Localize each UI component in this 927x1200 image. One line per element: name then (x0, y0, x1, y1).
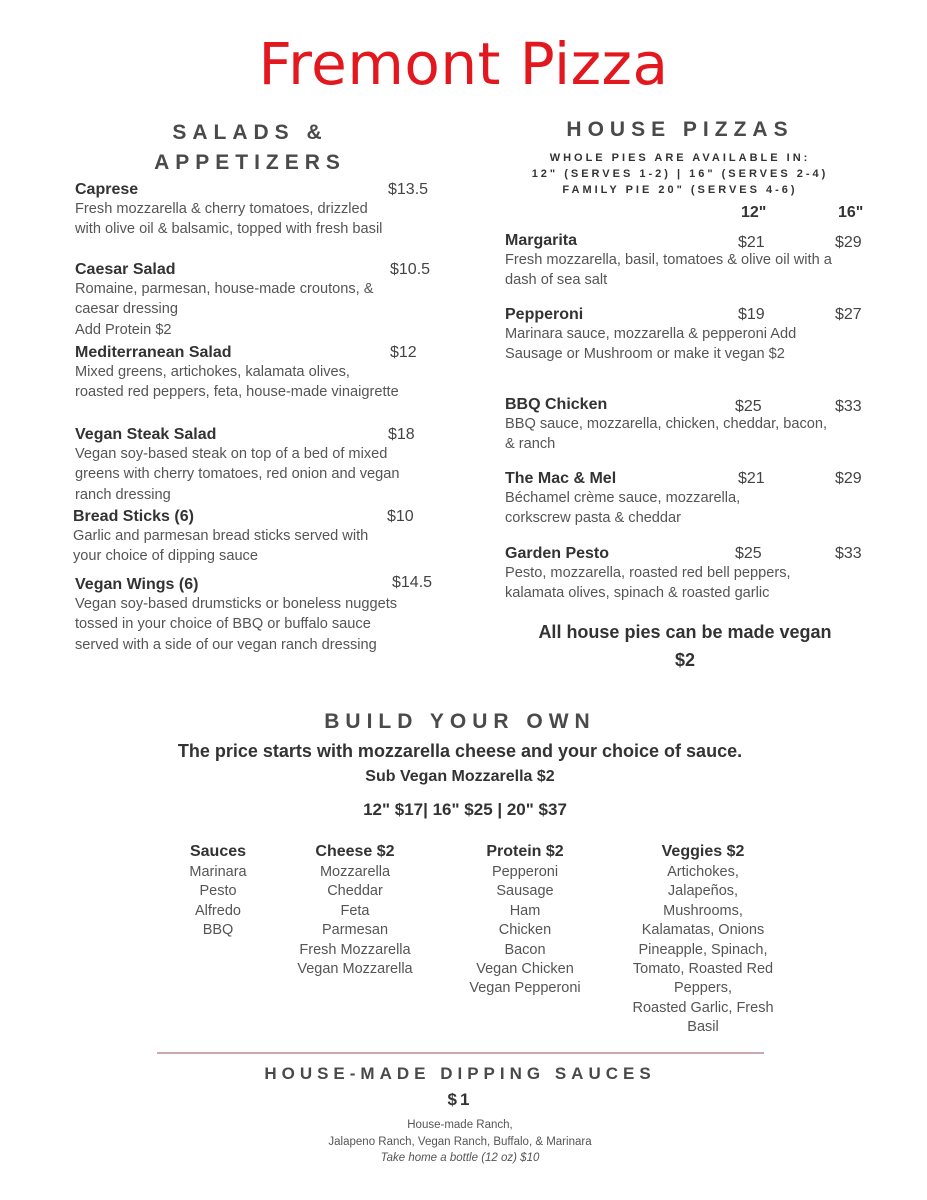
list-item: Roasted Garlic, Fresh (632, 999, 774, 1016)
dipping-heading: HOUSE-MADE DIPPING SAUCES (264, 1064, 656, 1083)
price-12: $21 (738, 234, 765, 251)
list-item: Pineapple, Spinach, (638, 941, 768, 958)
item-description: Marinara sauce, mozzarella & pepperoni Add Sausage or Mushroom or make it vegan $2 (505, 326, 797, 363)
dipping-bottle-note: Take home a bottle (12 oz) $10 (380, 1152, 540, 1164)
list-item: Artichokes, (667, 864, 739, 880)
list-item: Vegan Pepperoni (469, 980, 581, 997)
item-description: Vegan soy-based drumsticks or boneless nuggets tossed in your choice of BBQ or buffalo sauce served with a side of our vegan ranch dressing (75, 596, 398, 653)
list-item: Alfredo (195, 902, 241, 919)
list-item: Mozzarella (319, 864, 391, 880)
item-price: $13.5 (388, 181, 429, 198)
vegan-note-line2: $2 (674, 650, 696, 670)
column-sauces (158, 843, 278, 941)
dipping-price: $1 (447, 1090, 473, 1109)
item-description: Pesto, mozzarella, roasted red bell peppers, kalamata olives, spinach & roasted garlic (505, 565, 791, 602)
item-description: Romaine, parmesan, house-made croutons, & caesar dressing (75, 281, 374, 318)
price-12: $25 (735, 545, 762, 562)
list-item: Tomato, Roasted Red (632, 961, 774, 978)
column-list (612, 863, 794, 1038)
build-base-note: The price starts with mozzarella cheese and your choice of sauce. (177, 741, 743, 761)
column-list (280, 863, 430, 979)
pizza-mac-and-mel (505, 470, 875, 529)
size-info-line3: FAMILY PIE 20" (SERVES 4-6) (562, 184, 798, 196)
dipping-details (200, 1117, 720, 1167)
price-16: $27 (835, 306, 862, 323)
item-price: $10.5 (390, 261, 431, 278)
list-item: Cheddar (327, 883, 383, 900)
price-12: $25 (735, 398, 762, 415)
pizza-bbq-chicken (505, 396, 875, 455)
item-name: BBQ Chicken (505, 396, 608, 413)
dipping-line1: House-made Ranch, (407, 1119, 513, 1131)
item-name: Margarita (505, 232, 578, 249)
list-item: Pesto (199, 883, 237, 900)
column-veggies (612, 843, 794, 1038)
item-name: Vegan Steak Salad (75, 426, 217, 443)
column-heading: Veggies $2 (661, 843, 745, 860)
list-item: Jalapeños, (667, 883, 739, 900)
menu-item-vegan-wings (75, 576, 435, 655)
item-price: $12 (390, 344, 417, 361)
item-description: Fresh mozzarella, basil, tomatoes & olive oil with a dash of sea salt (505, 252, 832, 289)
price-16: $29 (835, 234, 862, 251)
list-item: BBQ (202, 922, 234, 939)
restaurant-title: Fremont Pizza (258, 30, 669, 98)
salads-heading-line2: APPETIZERS (154, 151, 346, 174)
pizzas-size-info (500, 150, 860, 198)
item-name: Bread Sticks (6) (73, 508, 194, 525)
item-addon: Add Protein $2 (75, 321, 172, 338)
list-item: Sausage (496, 883, 554, 900)
price-16: $33 (835, 398, 862, 415)
item-name: Garden Pesto (505, 545, 610, 562)
list-item: Bacon (504, 941, 546, 958)
dipping-line2: Jalapeno Ranch, Vegan Ranch, Buffalo, & Marinara (328, 1135, 592, 1148)
pizza-pepperoni (505, 306, 875, 365)
price-12: $21 (738, 470, 765, 487)
list-item: Chicken (498, 922, 552, 939)
menu-item-vegan-steak-salad (75, 426, 435, 505)
price-12: $19 (738, 306, 765, 323)
item-name: Caprese (75, 181, 139, 198)
salads-heading-line1: SALADS & (172, 121, 328, 144)
item-description: Garlic and parmesan bread sticks served with your choice of dipping sauce (73, 528, 369, 565)
list-item: Basil (687, 1019, 719, 1036)
menu-item-bread-sticks (73, 508, 433, 567)
column-heading: Sauces (189, 843, 247, 860)
item-price: $10 (387, 508, 414, 525)
list-item: Parmesan (321, 922, 389, 939)
menu-item-mediterranean-salad (75, 344, 435, 403)
vegan-pie-note (495, 618, 875, 674)
pizzas-heading: HOUSE PIZZAS (566, 118, 794, 141)
build-vegan-sub: Sub Vegan Mozzarella $2 (365, 768, 555, 785)
pizza-garden-pesto (505, 545, 875, 604)
list-item: Fresh Mozzarella (299, 941, 411, 958)
item-name: Caesar Salad (75, 261, 176, 278)
item-description: Mixed greens, artichokes, kalamata olives, roasted red peppers, feta, house-made vinaigrette (75, 364, 399, 401)
section-divider (157, 1052, 764, 1054)
menu-item-caesar-salad (75, 261, 435, 340)
list-item: Vegan Chicken (476, 961, 574, 978)
column-list (450, 863, 600, 999)
list-item: Pepperoni (491, 864, 559, 880)
item-description: Béchamel crème sauce, mozzarella, corkscrew pasta & cheddar (505, 490, 741, 527)
build-prices: 12" $17| 16" $25 | 20" $37 (363, 800, 567, 819)
price-16: $33 (835, 545, 862, 562)
list-item: Feta (340, 902, 370, 919)
item-description: Vegan soy-based steak on top of a bed of mixed greens with cherry tomatoes, red onion and vegan ranch dressing (75, 446, 400, 503)
list-item: Mushrooms, (663, 902, 743, 919)
price-16: $29 (835, 470, 862, 487)
column-heading: Protein $2 (486, 843, 564, 860)
item-price: $18 (388, 426, 415, 443)
size-header-16: 16" (838, 204, 864, 221)
vegan-note-line1: All house pies can be made vegan (538, 622, 832, 642)
pizza-margarita (505, 232, 875, 291)
build-heading: BUILD YOUR OWN (324, 710, 596, 733)
column-cheese (280, 843, 430, 979)
size-info-line1: WHOLE PIES ARE AVAILABLE IN: (549, 152, 811, 164)
item-name: Mediterranean Salad (75, 344, 232, 361)
size-info-line2: 12" (SERVES 1-2) | 16" (SERVES 2-4) (531, 168, 829, 180)
column-heading: Cheese $2 (315, 843, 395, 860)
salads-heading (130, 118, 370, 178)
item-name: Pepperoni (505, 306, 584, 323)
item-price: $14.5 (392, 574, 433, 591)
item-description: BBQ sauce, mozzarella, chicken, cheddar, bacon, & ranch (505, 416, 828, 453)
item-name: Vegan Wings (6) (75, 576, 199, 593)
list-item: Ham (509, 902, 541, 919)
list-item: Vegan Mozzarella (297, 961, 413, 978)
item-name: The Mac & Mel (505, 470, 617, 487)
menu-item-caprese (75, 181, 435, 240)
list-item: Kalamatas, Onions (641, 922, 765, 939)
list-item: Marinara (189, 864, 247, 880)
column-protein (450, 843, 600, 999)
list-item: Peppers, (673, 980, 733, 997)
column-list (158, 863, 278, 941)
size-header-12: 12" (741, 204, 767, 221)
item-description: Fresh mozzarella & cherry tomatoes, drizzled with olive oil & balsamic, topped with fresh basil (75, 201, 383, 238)
